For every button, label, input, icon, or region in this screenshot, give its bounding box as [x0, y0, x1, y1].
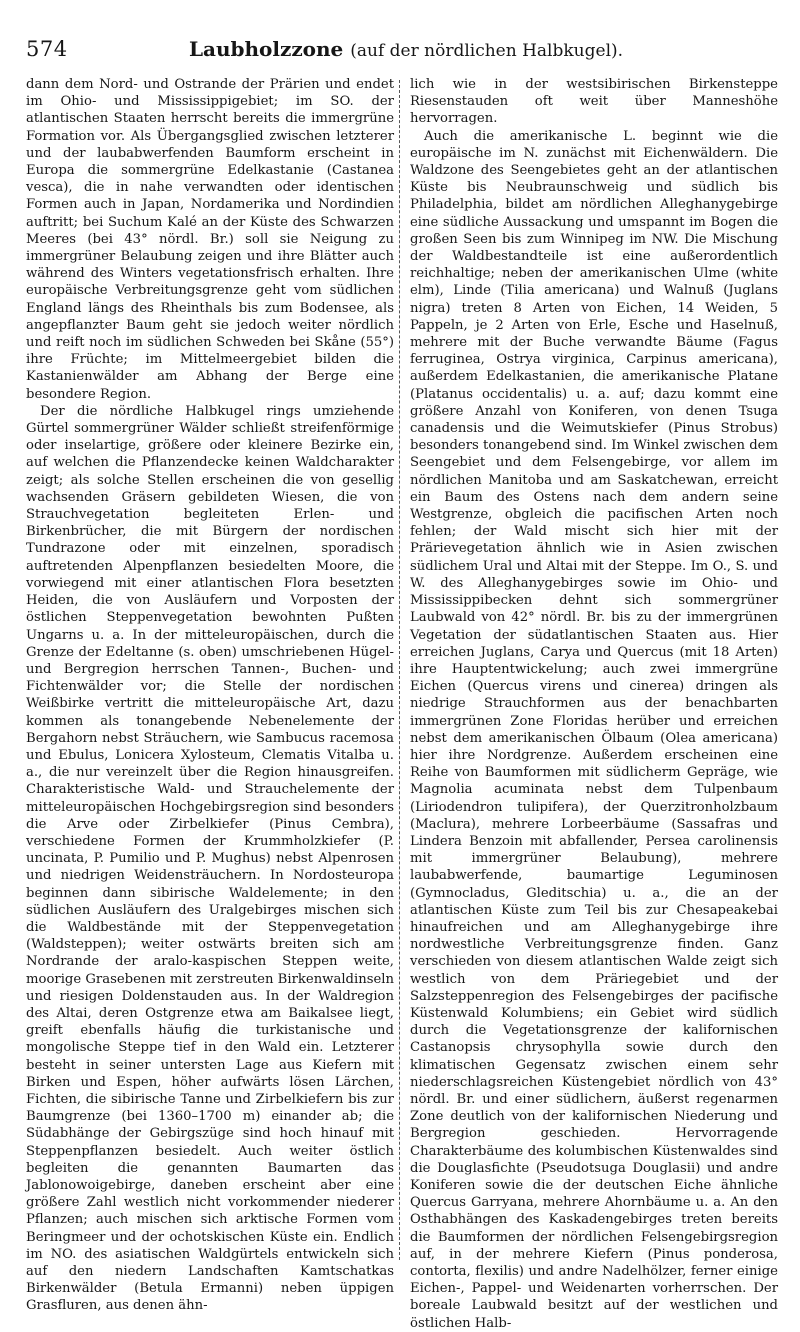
left-column: [26, 76, 394, 1314]
running-head: [26, 36, 786, 64]
right-paragraph-1: lich wie in der westsibirischen Birkensteppe Riesenstauden oft weit über Manneshöhe hervorragen.: [410, 77, 778, 127]
column-divider: [399, 80, 400, 1260]
left-paragraph-1: dann dem Nord- und Ostrande der Prärien und endet im Ohio- und Mississippigebiet; im SO. der atlantischen Staaten herrscht bereits die immergrüne Formation vor. Als Übergangsglied zwischen letzterer und der laubabwerfenden Baumform erscheint in Europa die sommergrüne Edelkastanie (Castanea vesca), die in nahe verwandten oder identischen Formen auch in Japan, Nordamerika und Nordindien auftritt; bei Suchum Kalé an der Küste des Schwarzen Meeres (bei 43° nördl. Br.) soll sie Neigung zu immergrüner Belaubung zeigen und ihre Blätter auch während des Winters vegetationsfrisch erhalten. Ihre europäische Verbreitungsgrenze geht vom südlichen England längs des Rheinthals bis zum Bodensee, als angepflanzter Baum geht sie jedoch weiter nördlich und reift noch im südlichen Schweden bei Skåne (55°) ihre Früchte; im Mittelmeergebiet bilden die Kastanienwälder am Abhang der Berge eine besondere Region.: [26, 77, 394, 402]
right-paragraph-2: Auch die amerikanische L. beginnt wie die europäische im N. zunächst mit Eichenwäldern. Die Waldzone des Seengebietes geht an der atlantischen Küste bis Neubraunschweig und südlich bis Philadelphia, bildet am nördlichen Alleghanygebirge eine südliche Aussackung und umspannt im Bogen die großen Seen bis zum Winnipeg im NW. Die Mischung der Waldbestandteile ist eine außerordentlich reichhaltige; neben der amerikanischen Ulme (white elm), Linde (Tilia americana) und Walnuß (Juglans nigra) treten 8 Arten von Eichen, 14 Weiden, 5 Pappeln, je 2 Arten von Erle, Esche und Haselnuß, mehrere mit der Buche verwandte Bäume (Fagus ferruginea, Ostrya virginica, Carpinus americana), außerdem Edelkastanien, die amerikanische Platane (Platanus occidentalis) u. a. auf; dazu kommt eine größere Anzahl von Koniferen, von denen Tsuga canadensis und die Weimutskiefer (Pinus Strobus) besonders tonangebend sind. Im Winkel zwischen dem Seengebiet und dem Felsengebirge, vor allem im nördlichen Manitoba und am Saskatchewan, erreicht ein Baum des Ostens nach dem andern seine Westgrenze, obgleich die pacifischen Arten noch fehlen; der Wald mischt sich hier mit der Prärievegetation ähnlich wie in Asien zwischen südlichem Ural und Altai mit der Steppe. Im O., S. und W. des Alleghanygebirges sowie im Ohio- und Mississippibecken dehnt sich sommergrüner Laubwald von 42° nördl. Br. bis zu der immergrünen Vegetation der südatlantischen Staaten aus. Hier erreichen Juglans, Carya und Quercus (mit 18 Arten) ihre Hauptentwickelung; auch zwei immergrüne Eichen (Quercus virens und cinerea) dringen als niedrige Strauchformen aus der benachbarten immergrünen Zone Floridas herüber und erreichen nebst dem amerikanischen Ölbaum (Olea americana) hier ihre Nordgrenze. Außerdem erscheinen eine Reihe von Baumformen mit südlicherm Gepräge, wie Magnolia acuminata nebst dem Tulpenbaum (Liriodendron tulipifera), der Querzitronholzbaum (Maclura), mehrere Lorbeerbäume (Sassafras und Lindera Benzoin mit abfallender, Persea carolinensis mit immergrüner Belaubung), mehrere laubabwerfende, baumartige Leguminosen (Gymnocladus, Gleditschia) u. a., die an der atlantischen Küste zum Teil bis zur Chesapeakebai hinaufreichen und am Alleghanygebirge ihre nordwestliche Verbreitungsgrenze finden. Ganz verschieden von diesem atlantischen Walde zeigt sich westlich von dem Präriegebiet und der Salzsteppenregion des Felsengebirges der pacifische Küstenwald Kolumbiens; ein Gebiet wird südlich durch die Vegetationsgrenze der kalifornischen Castanopsis chrysophylla sowie durch den klimatischen Gegensatz zwischen einem sehr niederschlagsreichen Küstengebiet nördlich von 43° nördl. Br. und einer südlichern, äußerst regenarmen Zone deutlich von der kalifornischen Niederung und Bergregion geschieden. Hervorragende Charakterbäume des kolumbischen Küstenwaldes sind die Douglasfichte (Pseudotsuga Douglasii) und andre Koniferen sowie die der deutschen Eiche ähnliche Quercus Garryana, mehrere Ahornbäume u. a. An den Osthabhängen des Kaskadengebirges treten bereits die Baumformen der nördlichen Felsengebirgsregion auf, in der mehrere Kiefern (Pinus ponderosa, contorta, flexilis) und andre Nadelhölzer, ferner einige Eichen-, Pappel- und Weidenarten vorherrschen. Der boreale Laubwald besitzt auf der westlichen und östlichen Halb-: [410, 128, 778, 1331]
left-paragraph-2: Der die nördliche Halbkugel rings umziehende Gürtel sommergrüner Wälder schließt streifenförmige oder inselartige, größere oder kleinere Bezirke ein, auf welchen die Pflanzendecke keinen Waldcharakter zeigt; als solche Stellen erscheinen die von gesellig wachsenden Gräsern gebildeten Wiesen, die von Strauchvegetation begleiteten Erlen- und Birkenbrücher, die mit Bürgern der nordischen Tundrazone oder mit einzelnen, sporadisch auftretenden Alpenpflanzen besiedelten Moore, die vorwiegend mit einer atlantischen Flora besetzten Heiden, die von Ausläufern und Vorposten der östlichen Steppenvegetation bewohnten Pußten Ungarns u. a. In der mitteleuropäischen, durch die Grenze der Edeltanne (s. oben) umschriebenen Hügel- und Bergregion herrschen Tannen-, Buchen- und Fichtenwälder vor; die Stelle der nordischen Weißbirke vertritt die mitteleuropäische Art, dazu kommen als tonangebende Nebenelemente der Bergahorn nebst Sträuchern, wie Sambucus racemosa und Ebulus, Lonicera Xylosteum, Clematis Vitalba u. a., die nur vereinzelt über die Region hinausgreifen. Charakteristische Wald- und Strauchelemente der mitteleuropäischen Hochgebirgsregion sind besonders die Arve oder Zirbelkiefer (Pinus Cembra), verschiedene Formen der Krummholzkiefer (P. uncinata, P. Pumilio und P. Mughus) nebst Alpenrosen und niedrigen Weidensträuchern. In Nordosteuropa beginnen dann sibirische Waldelemente; in den südlichen Ausläufern des Uralgebirges mischen sich die Waldbestände mit der Steppenvegetation (Waldsteppen); weiter ostwärts breiten sich am Nordrande der aralo-kaspischen Steppen weite, moorige Grasebenen mit zerstreuten Birkenwaldinseln und riesigen Doldenstauden aus. In der Waldregion des Altai, deren Ostgrenze etwa am Baikalsee liegt, greift ebenfalls häufig die turkistanische und mongolische Steppe tief in den Wald ein. Letzterer besteht in seiner untersten Lage aus Kiefern mit Birken und Espen, höher aufwärts lösen Lärchen, Fichten, die sibirische Tanne und Zirbelkiefern bis zur Baumgrenze (bei 1360–1700 m) einander ab; die Südabhänge der Gebirgszüge sind hoch hinauf mit Steppenpflanzen besiedelt. Auch weiter östlich begleiten die genannten Baumarten das Jablonowoigebirge, daneben erscheint aber eine größere Zahl westlich nicht vorkommender niederer Pflanzen; auch mischen sich arktische Formen vom Beringmeer und der ochotskischen Küste ein. Endlich im NO. des asiatischen Waldgürtels entwickeln sich auf den niedern Landschaften Kamtschatkas Birkenwälder (Betula Ermanni) neben üppigen Grasfluren, aus denen ähn-: [26, 403, 394, 1314]
page-number: 574: [26, 37, 68, 61]
running-head-subtitle: (auf der nördlichen Halbkugel).: [350, 41, 624, 61]
right-column: [410, 76, 778, 1331]
running-head-title: Laubholzzone: [188, 37, 344, 61]
page-header: [26, 36, 786, 66]
